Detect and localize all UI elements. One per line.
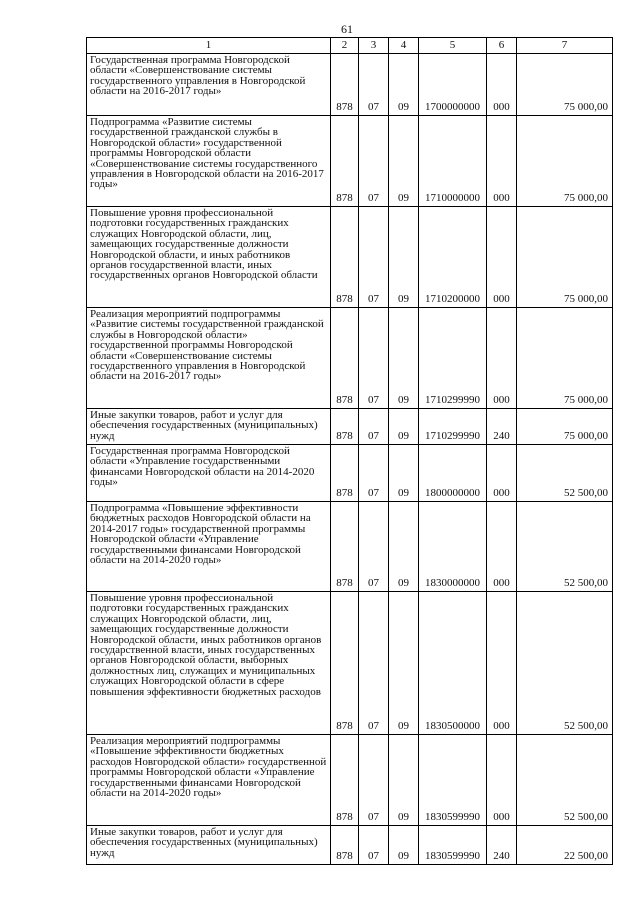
ministry-code: 878 [331,116,359,207]
row-name: Повышение уровня профессиональной подготовки государственных гражданских служащих Новгородской области, лиц, замещающих государственные должности Новгородской области, иных работников органов государственной власти, иных государственных органов Новгородской области, выборных должностных лиц, служащих и муниципальных служащих Новгородской области в сфере повышения эффективности бюджетных расходов [87,592,331,735]
subsection-code: 09 [389,445,419,502]
ministry-code: 878 [331,502,359,592]
table-row [87,502,613,592]
column-header: 6 [487,38,517,54]
amount: 52 500,00 [517,445,613,502]
table-row [87,54,613,116]
column-header: 5 [419,38,487,54]
table-row [87,116,613,207]
row-name: Подпрограмма «Развитие системы государственной гражданской службы в Новгородской области» государственной программы Новгородской области «Совершенствование системы государственного управления в Новгородской области на 2016-2017 годы» [87,116,331,207]
section-code: 07 [359,207,389,308]
amount: 75 000,00 [517,409,613,445]
row-name: Подпрограмма «Повышение эффективности бюджетных расходов Новгородской области на 2014-2017 годы» государственной программы Новгородской области «Управление государственными финансами Новгородской области на 2014-2020 годы» [87,502,331,592]
ministry-code: 878 [331,207,359,308]
column-header: 4 [389,38,419,54]
expense-type-code: 000 [487,502,517,592]
target-article-code: 1710299990 [419,308,487,409]
column-header: 2 [331,38,359,54]
amount: 22 500,00 [517,826,613,865]
table-row [87,592,613,735]
table-row [87,207,613,308]
row-name: Государственная программа Новгородской области «Совершенствование системы государственного управления в Новгородской области на 2016-2017 годы» [87,54,331,116]
expense-type-code: 000 [487,308,517,409]
amount: 75 000,00 [517,54,613,116]
row-name: Реализация мероприятий подпрограммы «Развитие системы государственной гражданской службы в Новгородской области» государственной программы Новгородской области «Совершенствование системы государственного управления в Новгородской области на 2016-2017 годы» [87,308,331,409]
target-article-code: 1830599990 [419,826,487,865]
page-number: 61 [341,22,353,36]
amount: 75 000,00 [517,207,613,308]
amount: 52 500,00 [517,502,613,592]
expense-type-code: 000 [487,116,517,207]
row-name: Государственная программа Новгородской области «Управление государственными финансами Новгородской области на 2014-2020 годы» [87,445,331,502]
section-code: 07 [359,308,389,409]
amount: 52 500,00 [517,735,613,826]
ministry-code: 878 [331,592,359,735]
column-header: 1 [87,38,331,54]
column-header: 3 [359,38,389,54]
subsection-code: 09 [389,592,419,735]
target-article-code: 1710000000 [419,116,487,207]
expense-type-code: 000 [487,207,517,308]
ministry-code: 878 [331,826,359,865]
column-header: 7 [517,38,613,54]
target-article-code: 1800000000 [419,445,487,502]
section-code: 07 [359,735,389,826]
ministry-code: 878 [331,445,359,502]
section-code: 07 [359,826,389,865]
expense-type-code: 240 [487,826,517,865]
table-row [87,308,613,409]
subsection-code: 09 [389,308,419,409]
row-name: Реализация мероприятий подпрограммы «Повышение эффективности бюджетных расходов Новгородской области» государственной программы Новгородской области «Управление государственными финансами Новгородской области на 2014-2020 годы» [87,735,331,826]
subsection-code: 09 [389,502,419,592]
target-article-code: 1830599990 [419,735,487,826]
amount: 75 000,00 [517,116,613,207]
row-name: Иные закупки товаров, работ и услуг для обеспечения государственных (муниципальных) нужд [87,409,331,445]
ministry-code: 878 [331,54,359,116]
target-article-code: 1830500000 [419,592,487,735]
table-header-row [87,38,613,54]
row-name: Повышение уровня профессиональной подготовки государственных гражданских служащих Новгородской области, лиц, замещающих государственные должности Новгородской области, и иных работников органов государственной власти, иных государственных органов Новгородской области [87,207,331,308]
expense-type-code: 000 [487,592,517,735]
expense-type-code: 000 [487,735,517,826]
row-name: Иные закупки товаров, работ и услуг для обеспечения государственных (муниципальных) нужд [87,826,331,865]
table-row [87,409,613,445]
amount: 75 000,00 [517,308,613,409]
expense-type-code: 240 [487,409,517,445]
section-code: 07 [359,502,389,592]
budget-table [86,37,613,865]
ministry-code: 878 [331,409,359,445]
subsection-code: 09 [389,116,419,207]
expense-type-code: 000 [487,54,517,116]
section-code: 07 [359,409,389,445]
section-code: 07 [359,592,389,735]
section-code: 07 [359,54,389,116]
table-row [87,735,613,826]
target-article-code: 1700000000 [419,54,487,116]
section-code: 07 [359,116,389,207]
target-article-code: 1710200000 [419,207,487,308]
target-article-code: 1710299990 [419,409,487,445]
subsection-code: 09 [389,54,419,116]
ministry-code: 878 [331,308,359,409]
amount: 52 500,00 [517,592,613,735]
ministry-code: 878 [331,735,359,826]
section-code: 07 [359,445,389,502]
table-row [87,445,613,502]
expense-type-code: 000 [487,445,517,502]
subsection-code: 09 [389,826,419,865]
subsection-code: 09 [389,735,419,826]
subsection-code: 09 [389,207,419,308]
table-row [87,826,613,865]
target-article-code: 1830000000 [419,502,487,592]
subsection-code: 09 [389,409,419,445]
